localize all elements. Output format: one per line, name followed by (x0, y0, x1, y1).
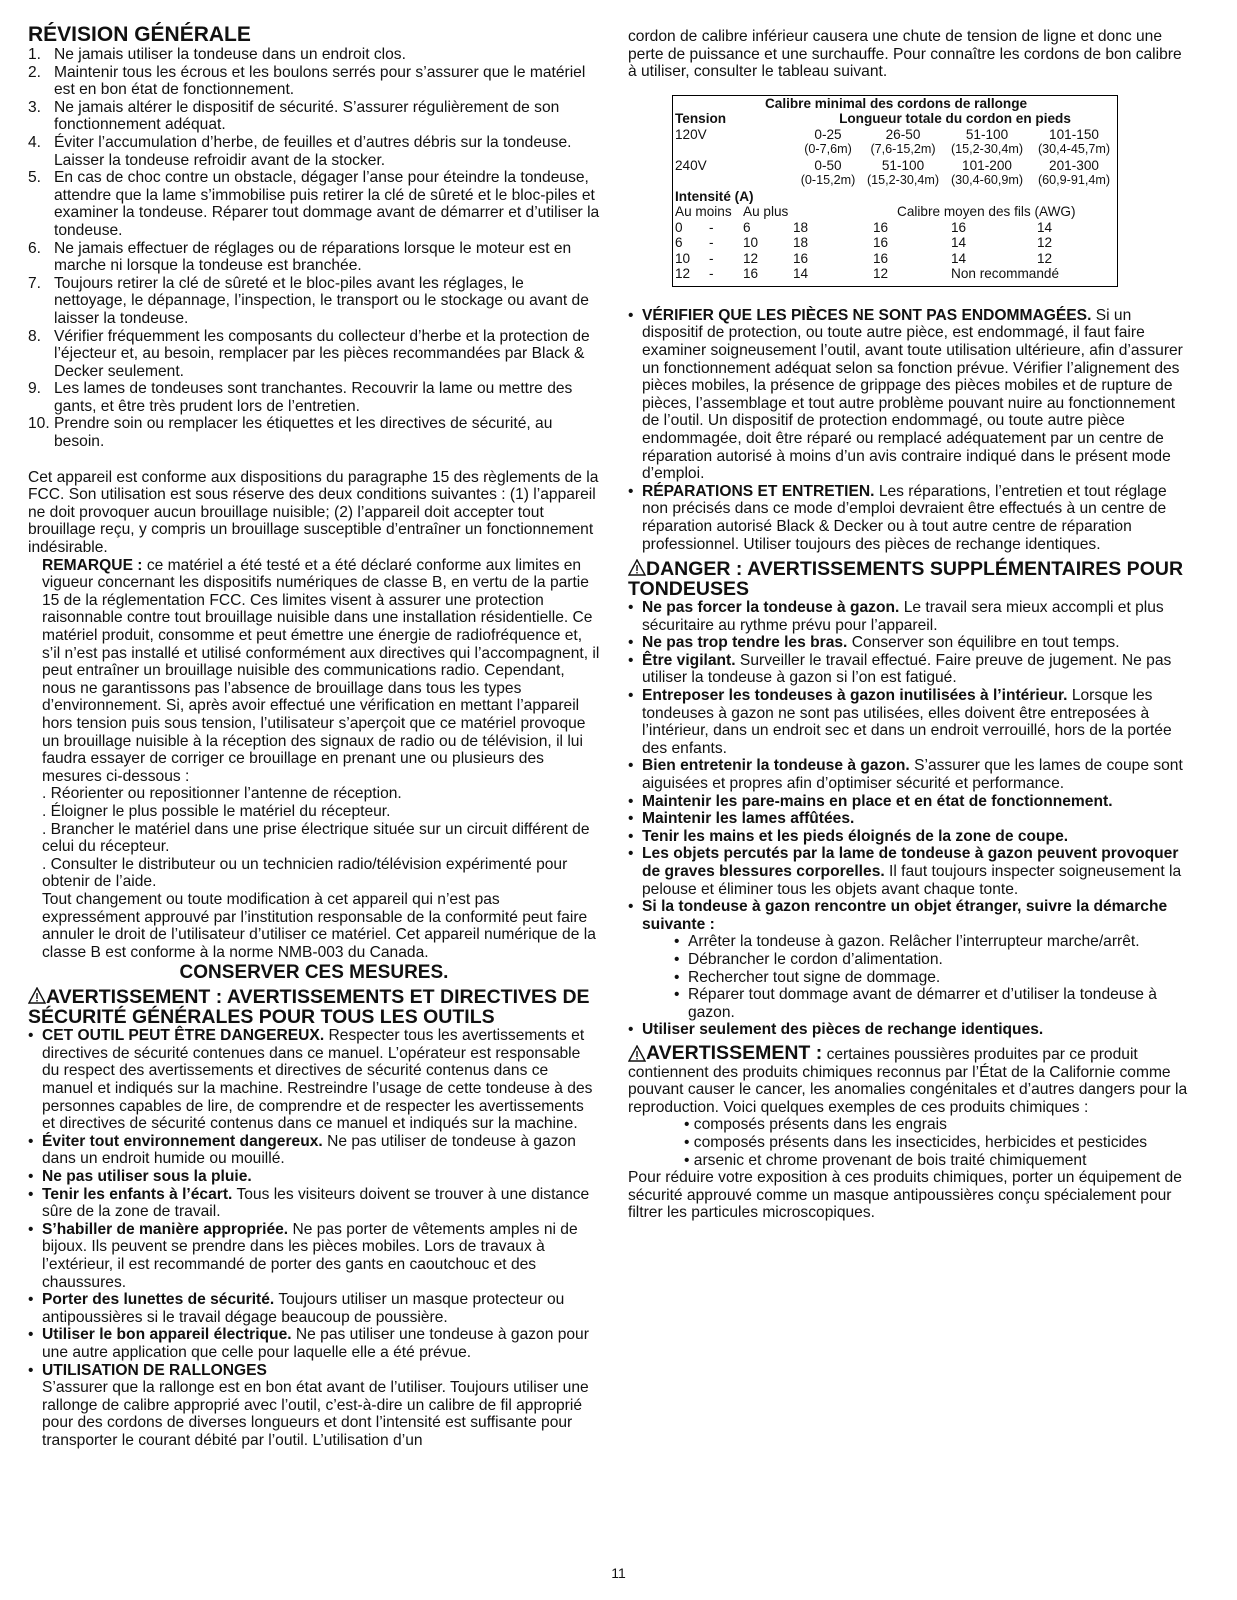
measure-item: . Éloigner le plus possible le matériel du récepteur. (42, 802, 391, 820)
measure-item: . Réorienter ou repositionner l’antenne de réception. (42, 785, 402, 803)
chemical-item: • arsenic et chrome provenant de bois traité chimiquement (684, 1151, 1087, 1169)
revision-title: RÉVISION GÉNÉRALE (28, 23, 251, 46)
list-item: 6. Ne jamais effectuer de réglages ou de réparations lorsque le moteur est en marche ni lorsque la tondeuse est branchée. (28, 239, 572, 275)
conserver-heading: CONSERVER CES MESURES. (179, 962, 449, 984)
list-item: • Maintenir les pare-mains en place et en état de fonctionnement. (628, 793, 1193, 811)
list-item: 8. Vérifier fréquemment les composants du collecteur d’herbe et la protection de l’éjecteur et, au besoin, remplacer par les pièces recommandées par Black & Decker seulement. (28, 327, 590, 380)
table-row: Au moins Au plus Calibre moyen des fils (AWG) (675, 204, 1076, 220)
remarque-paragraph: REMARQUE : ce matériel a été testé et a été déclaré conforme aux limites en vigueur concernant les dispositifs numériques de classe B, en vertu de la partie 15 de la réglementation FCC. Ces limites visent à assurer une protection raisonnable contre tout brouillage nuisible dans une installation résidentielle. Ce matériel produit, consomme et peut émettre une énergie de radiofréquence et, s’il n’est pas installé et utilisé conformément aux directives qui l’accompagnent, il peut entraîner un brouillage nuisible des communications radio. Cependant, nous ne garantissons pas l’absence de brouillage dans tous les types d’environnement. Si, après avoir effectué une vérification en mettant l’appareil hors tension puis sous tension, l’utilisateur s’aperçoit que ce matériel provoque un brouillage nuisible à la réception des signaux de radio ou de télévision, il lui faudra essayer de corriger ce brouillage en prenant une ou plusieurs des mesures ci-dessous : (42, 556, 600, 785)
list-item: 3. Ne jamais altérer le dispositif de sécurité. S’assurer régulièrement de son fonctionnement adéquat. (28, 98, 560, 134)
safety-bullet-list (28, 1027, 600, 1449)
final-paragraph: Pour réduire votre exposition à ces produits chimiques, porter un équipement de sécurité approuvé comme un masque antipoussières conçu spécialement pour filtrer les particules microscopiques. (628, 1169, 1182, 1222)
modification-paragraph: Tout changement ou toute modification à cet appareil qui n’est pas expressément approuvé par l’institution responsable de la conformité peut faire annuler le droit de l’utilisateur d’utiliser ce matériel. Cet appareil numérique de la classe B est conforme à la norme NMB-003 du Canada. (42, 890, 596, 961)
avertissement-heading: AVERTISSEMENT : AVERTISSEMENTS ET DIRECTIVES DE SÉCURITÉ GÉNÉRALES POUR TOUS LES OUTILS (28, 986, 590, 1029)
amperage-table (675, 204, 1117, 282)
list-item: 1. Ne jamais utiliser la tondeuse dans un endroit clos. (28, 46, 406, 63)
mower-bullet-list (628, 599, 1193, 1039)
table-header: Intensité (A) (675, 188, 754, 204)
table-row: 240V 0-50 51-100 101-200 201-300 (675, 157, 1099, 173)
measure-item: . Brancher le matériel dans une prise électrique située sur un circuit différent de celui du récepteur. (42, 820, 590, 856)
list-item: 9. Les lames de tondeuses sont tranchantes. Recouvrir la lame ou mettre des gants, et être très prudent lors de l’entretien. (28, 380, 573, 415)
list-item: • Débrancher le cordon d’alimentation. (674, 951, 1193, 969)
warning-triangle-icon (28, 987, 46, 1004)
list-item: • Tenir les mains et les pieds éloignés de la zone de coupe. (628, 828, 1193, 846)
list-item: 2. Maintenir tous les écrous et les boulons serrés pour s’assurer que le matériel est en bon état de fonctionnement. (28, 63, 586, 99)
list-item: • Rechercher tout signe de dommage. (674, 969, 1193, 987)
table-row: 120V 0-25 26-50 51-100 101-150 (675, 126, 1099, 142)
steps-list (642, 933, 1193, 1021)
list-item: • RÉPARATIONS ET ENTRETIEN. Les réparations, l’entretien et tout réglage non précisés dans ce mode d’emploi devraient être effectués à un centre de réparation autorisé Black & Decker ou à tout autre centre de réparation professionnel. Utiliser toujours des pièces de rechange identiques. (628, 483, 1193, 553)
table-row: (0-15,2m) (15,2-30,4m) (30,4-60,9m) (60,9-91,4m) (800, 173, 1111, 188)
list-item: • Ne pas utiliser sous la pluie. (28, 1168, 600, 1186)
avertissement-chemicals-paragraph: AVERTISSEMENT : certaines poussières produites par ce produit contiennent des produits chimiques reconnus par l’État de la Californie comme pouvant causer le cancer, les anomalies congénitales et d’autres dangers pour la reproduction. Voici quelques exemples de ces produits chimiques : (628, 1041, 1188, 1116)
list-item: • Les objets percutés par la lame de tondeuse à gazon peuvent provoquer de graves blessures corporelles. Il faut toujours inspecter soigneusement la pelouse et éliminer tous les objets avant chaque tonte. (628, 845, 1193, 898)
list-item: • Bien entretenir la tondeuse à gazon. S’assurer que les lames de coupe sont aiguisées et propres afin d’optimiser sécurité et performance. (628, 757, 1193, 792)
chemical-item: • composés présents dans les insecticides, herbicides et pesticides (684, 1133, 1148, 1151)
revision-list (28, 46, 600, 451)
list-item: • Arrêter la tondeuse à gazon. Relâcher l’interrupteur marche/arrêt. (674, 933, 1193, 951)
list-item: • Ne pas trop tendre les bras. Conserver son équilibre en tout temps. (628, 634, 1193, 652)
danger-heading: DANGER : AVERTISSEMENTS SUPPLÉMENTAIRES POUR TONDEUSES (628, 558, 1184, 601)
list-item: • UTILISATION DE RALLONGES S’assurer que la rallonge est en bon état avant de l’utiliser. Toujours utiliser une rallonge de calibre approprié avec l’outil, c’est-à-dire un calibre de fil approprié pour des cordons de diverses longueurs et dont l’intensité est suffisante pour transporter le courant débité par l’outil. L’utilisation d’un (28, 1362, 600, 1450)
table-header: Longueur totale du cordon en pieds (839, 111, 1071, 127)
list-item: • Ne pas forcer la tondeuse à gazon. Le travail sera mieux accompli et plus sécuritaire au rythme prévu pour l’appareil. (628, 599, 1193, 634)
voltage-table (675, 111, 1117, 189)
list-item: 7. Toujours retirer la clé de sûreté et le bloc-piles avant les réglages, le nettoyage, le dépannage, l’inspection, le transport ou le stockage ou avant de laisser la tondeuse. (28, 274, 589, 327)
inspection-bullet-list (628, 307, 1193, 553)
left-column (28, 24, 600, 1450)
list-item: 4. Éviter l’accumulation d’herbe, de feuilles et d’autres débris sur la tondeuse. Laisser la tondeuse refroidir avant de la stocker. (28, 133, 572, 169)
page-number: 11 (611, 1565, 626, 1581)
measure-item: . Consulter le distributeur ou un technicien radio/télévision expérimenté pour obtenir de l’aide. (42, 855, 568, 891)
table-caption: Calibre minimal des cordons de rallonge (764, 95, 1028, 111)
table-row: 10 - 12 16 16 14 12 (675, 250, 1053, 266)
right-column (628, 28, 1193, 1222)
list-item: • CET OUTIL PEUT ÊTRE DANGEREUX. Respecter tous les avertissements et directives de sécurité contenues dans ce manuel. L’opérateur est responsable du respect des avertissements et directives de sécurité contenus dans ce manuel et indiqués sur la machine. Restreindre l’usage de cette tondeuse à des personnes capables de lire, de comprendre et de respecter les avertissements et directives de sécurité contenus dans ce manuel et indiqués sur la machine. (28, 1027, 600, 1133)
list-item: 10. Prendre soin ou remplacer les étiquettes et les directives de sécurité, au besoin. (28, 415, 553, 451)
fcc-paragraph: Cet appareil est conforme aux dispositions du paragraphe 15 des règlements de la FCC. Son utilisation est sous réserve des deux conditions suivantes : (1) l’appareil ne doit provoquer aucun brouillage nuisible; (2) l’appareil doit accepter tout brouillage reçu, y compris un brouillage susceptible d’entraîner un fonctionnement indésirable. (28, 468, 599, 557)
list-item: • Tenir les enfants à l’écart. Tous les visiteurs doivent se trouver à une distance sûre de la zone de travail. (28, 1186, 600, 1221)
list-item: • Être vigilant. Surveiller le travail effectué. Faire preuve de jugement. Ne pas utiliser la tondeuse à gazon si l’on est fatigué. (628, 652, 1193, 687)
table-row: 12 - 16 14 12 Non recommandé (675, 266, 1060, 282)
list-item: • Utiliser seulement des pièces de rechange identiques. (628, 1021, 1193, 1039)
extension-cord-table (672, 95, 1118, 287)
intro-paragraph: cordon de calibre inférieur causera une chute de tension de ligne et donc une perte de puissance et une surchauffe. Pour connaître les cordons de bon calibre à utiliser, consulter le tableau suivant. (628, 28, 1182, 81)
list-item: • Porter des lunettes de sécurité. Toujours utiliser un masque protecteur ou antipoussières si le travail dégage beaucoup de poussière. (28, 1291, 600, 1326)
list-item: 5. En cas de choc contre un obstacle, dégager l’anse pour éteindre la tondeuse, attendre que la lame s’immobilise puis retirer la clé de sûreté et le bloc-piles et examiner la tondeuse. Réparer tout dommage avant de démarrer et d’utiliser la tondeuse. (28, 169, 600, 239)
list-item: • Entreposer les tondeuses à gazon inutilisées à l’intérieur. Lorsque les tondeuses à gazon ne sont pas utilisées, elles doivent être entreposées à l’intérieur, dans un endroit sec et dans un endroit verrouillé, hors de la portée des enfants. (628, 687, 1193, 757)
list-item: • Si la tondeuse à gazon rencontre un objet étranger, suivre la démarche suivante : • Arrêter la tondeuse à gazon. Relâcher l’interrupteur marche/arrêt. • Débrancher le cordon d’alimentation. • Rechercher tout signe de dommage. • Réparer tout dommage avant de démarrer et d’utiliser la tondeuse à gazon. (628, 898, 1193, 1021)
list-item: • VÉRIFIER QUE LES PIÈCES NE SONT PAS ENDOMMAGÉES. Si un dispositif de protection, ou toute autre pièce, est endommagé, il faut faire examiner soigneusement l’outil, avant toute utilisation ultérieure, afin d’assurer un fonctionnement adéquat selon sa fonction prévue. Vérifier l’alignement des pièces mobiles, la présence de grippage des pièces mobiles et de rupture de pièces, l’assemblage et tout autre problème pouvant nuire au fonctionnement de l’outil. Un dispositif de protection endommagé, ou toute autre pièce endommagée, doit être réparé ou remplacé adéquatement par un centre de réparation autorisé à moins d’un avis contraire indiqué dans le présent mode d’emploi. (628, 307, 1193, 483)
table-row: 0 - 6 18 16 16 14 (675, 219, 1053, 235)
list-item: • Réparer tout dommage avant de démarrer et d’utiliser la tondeuse à gazon. (674, 986, 1193, 1021)
warning-triangle-icon (628, 559, 646, 576)
list-item: • Utiliser le bon appareil électrique. Ne pas utiliser une tondeuse à gazon pour une autre application que celle pour laquelle elle a été prévue. (28, 1326, 600, 1361)
table-row: (0-7,6m) (7,6-15,2m) (15,2-30,4m) (30,4-45,7m) (804, 142, 1111, 157)
list-item: • S’habiller de manière appropriée. Ne pas porter de vêtements amples ni de bijoux. Ils peuvent se prendre dans les pièces mobiles. Lors de travaux à l’extérieur, il est recommandé de porter des gants en caoutchouc et des chaussures. (28, 1221, 600, 1291)
list-item: • Éviter tout environnement dangereux. Ne pas utiliser de tondeuse à gazon dans un endroit humide ou mouillé. (28, 1133, 600, 1168)
chemical-item: • composés présents dans les engrais (684, 1116, 947, 1134)
warning-triangle-icon (628, 1045, 646, 1062)
list-item: • Maintenir les lames affûtées. (628, 810, 1193, 828)
table-row: 6 - 10 18 16 14 12 (675, 235, 1053, 251)
table-header: Tension (675, 111, 727, 127)
